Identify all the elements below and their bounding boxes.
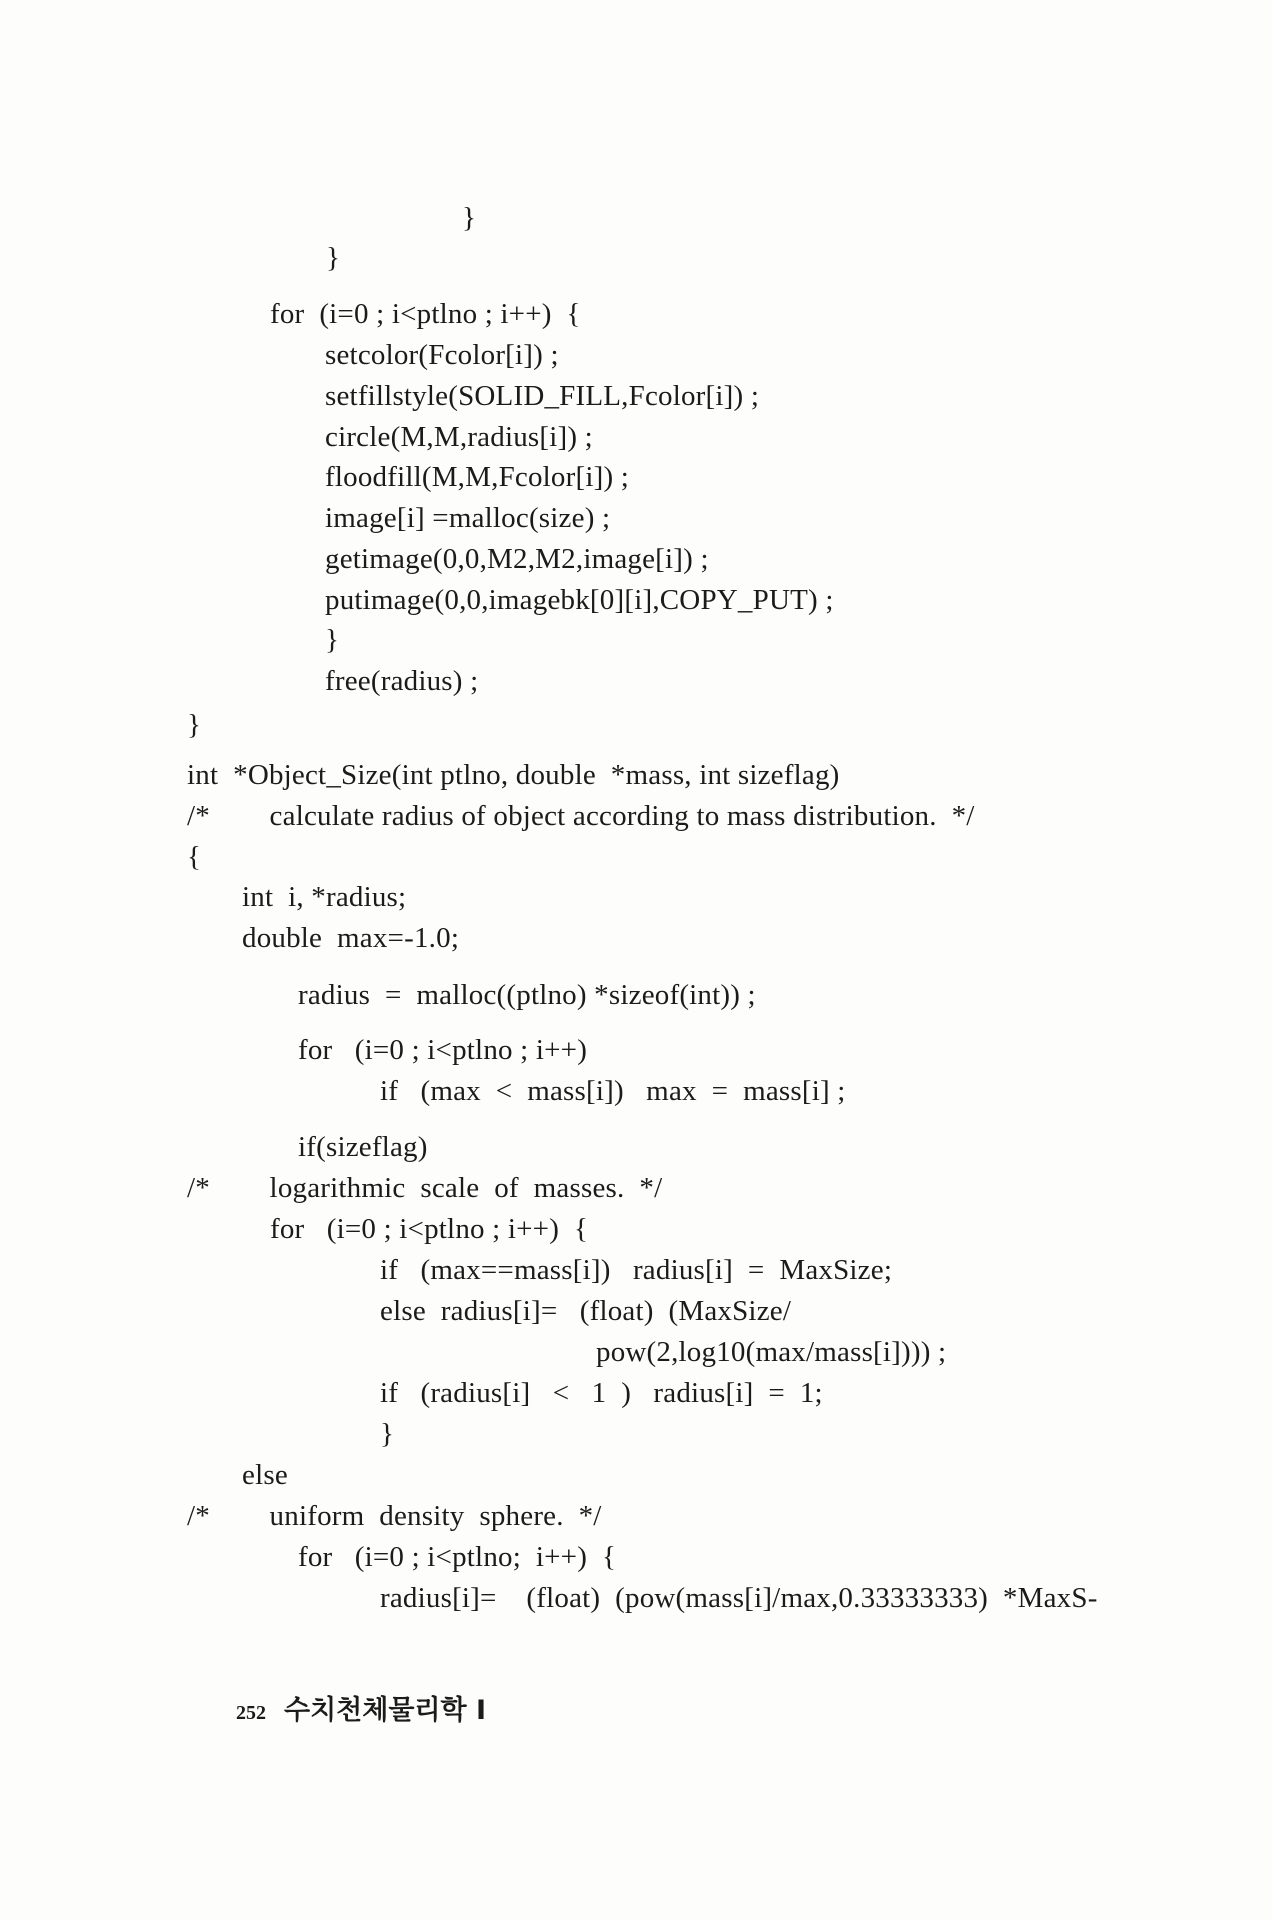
code-line: setcolor(Fcolor[i]) ; [325,339,559,371]
code-line: putimage(0,0,imagebk[0][i],COPY_PUT) ; [325,584,834,616]
code-line: else radius[i]= (float) (MaxSize/ [380,1295,792,1327]
code-line: for (i=0 ; i<ptlno ; i++) [298,1034,588,1066]
code-comment: /* calculate radius of object according to mass distribution. */ [187,800,975,832]
code-line: radius[i]= (float) (pow(mass[i]/max,0.33333333) *MaxS- [380,1582,1098,1614]
book-title: 수치천체물리학 I [284,1695,487,1726]
code-line: pow(2,log10(max/mass[i]))) ; [596,1336,947,1368]
code-line: if (max < mass[i]) max = mass[i] ; [380,1075,846,1107]
code-line: setfillstyle(SOLID_FILL,Fcolor[i]) ; [325,380,760,412]
code-line: if (radius[i] < 1 ) radius[i] = 1; [380,1377,823,1409]
code-line: radius = malloc((ptlno) *sizeof(int)) ; [298,979,756,1011]
code-line: double max=-1.0; [242,922,460,954]
code-comment: /* logarithmic scale of masses. */ [187,1172,663,1204]
code-line: getimage(0,0,M2,M2,image[i]) ; [325,543,709,575]
code-line: int *Object_Size(int ptlno, double *mass, int sizeflag) [187,759,840,791]
code-line: floodfill(M,M,Fcolor[i]) ; [325,461,630,493]
code-line: if (max==mass[i]) radius[i] = MaxSize; [380,1254,893,1286]
code-line: } [325,624,340,656]
page-number: 252 [236,1702,266,1724]
code-line: else [242,1459,288,1491]
code-line: image[i] =malloc(size) ; [325,502,611,534]
code-line: free(radius) ; [325,665,479,697]
code-line: for (i=0 ; i<ptlno; i++) { [298,1541,617,1573]
page-footer [210,1658,486,1757]
code-line: for (i=0 ; i<ptlno ; i++) { [270,298,581,330]
code-line: { [187,841,202,873]
code-line: for (i=0 ; i<ptlno ; i++) { [270,1213,589,1245]
code-line: } [462,202,477,234]
code-line: } [326,242,341,274]
code-comment: /* uniform density sphere. */ [187,1500,602,1532]
code-line: } [187,709,202,741]
code-line: circle(M,M,radius[i]) ; [325,421,593,453]
code-line: int i, *radius; [242,881,407,913]
code-line: } [380,1418,395,1450]
code-line: if(sizeflag) [298,1131,428,1163]
